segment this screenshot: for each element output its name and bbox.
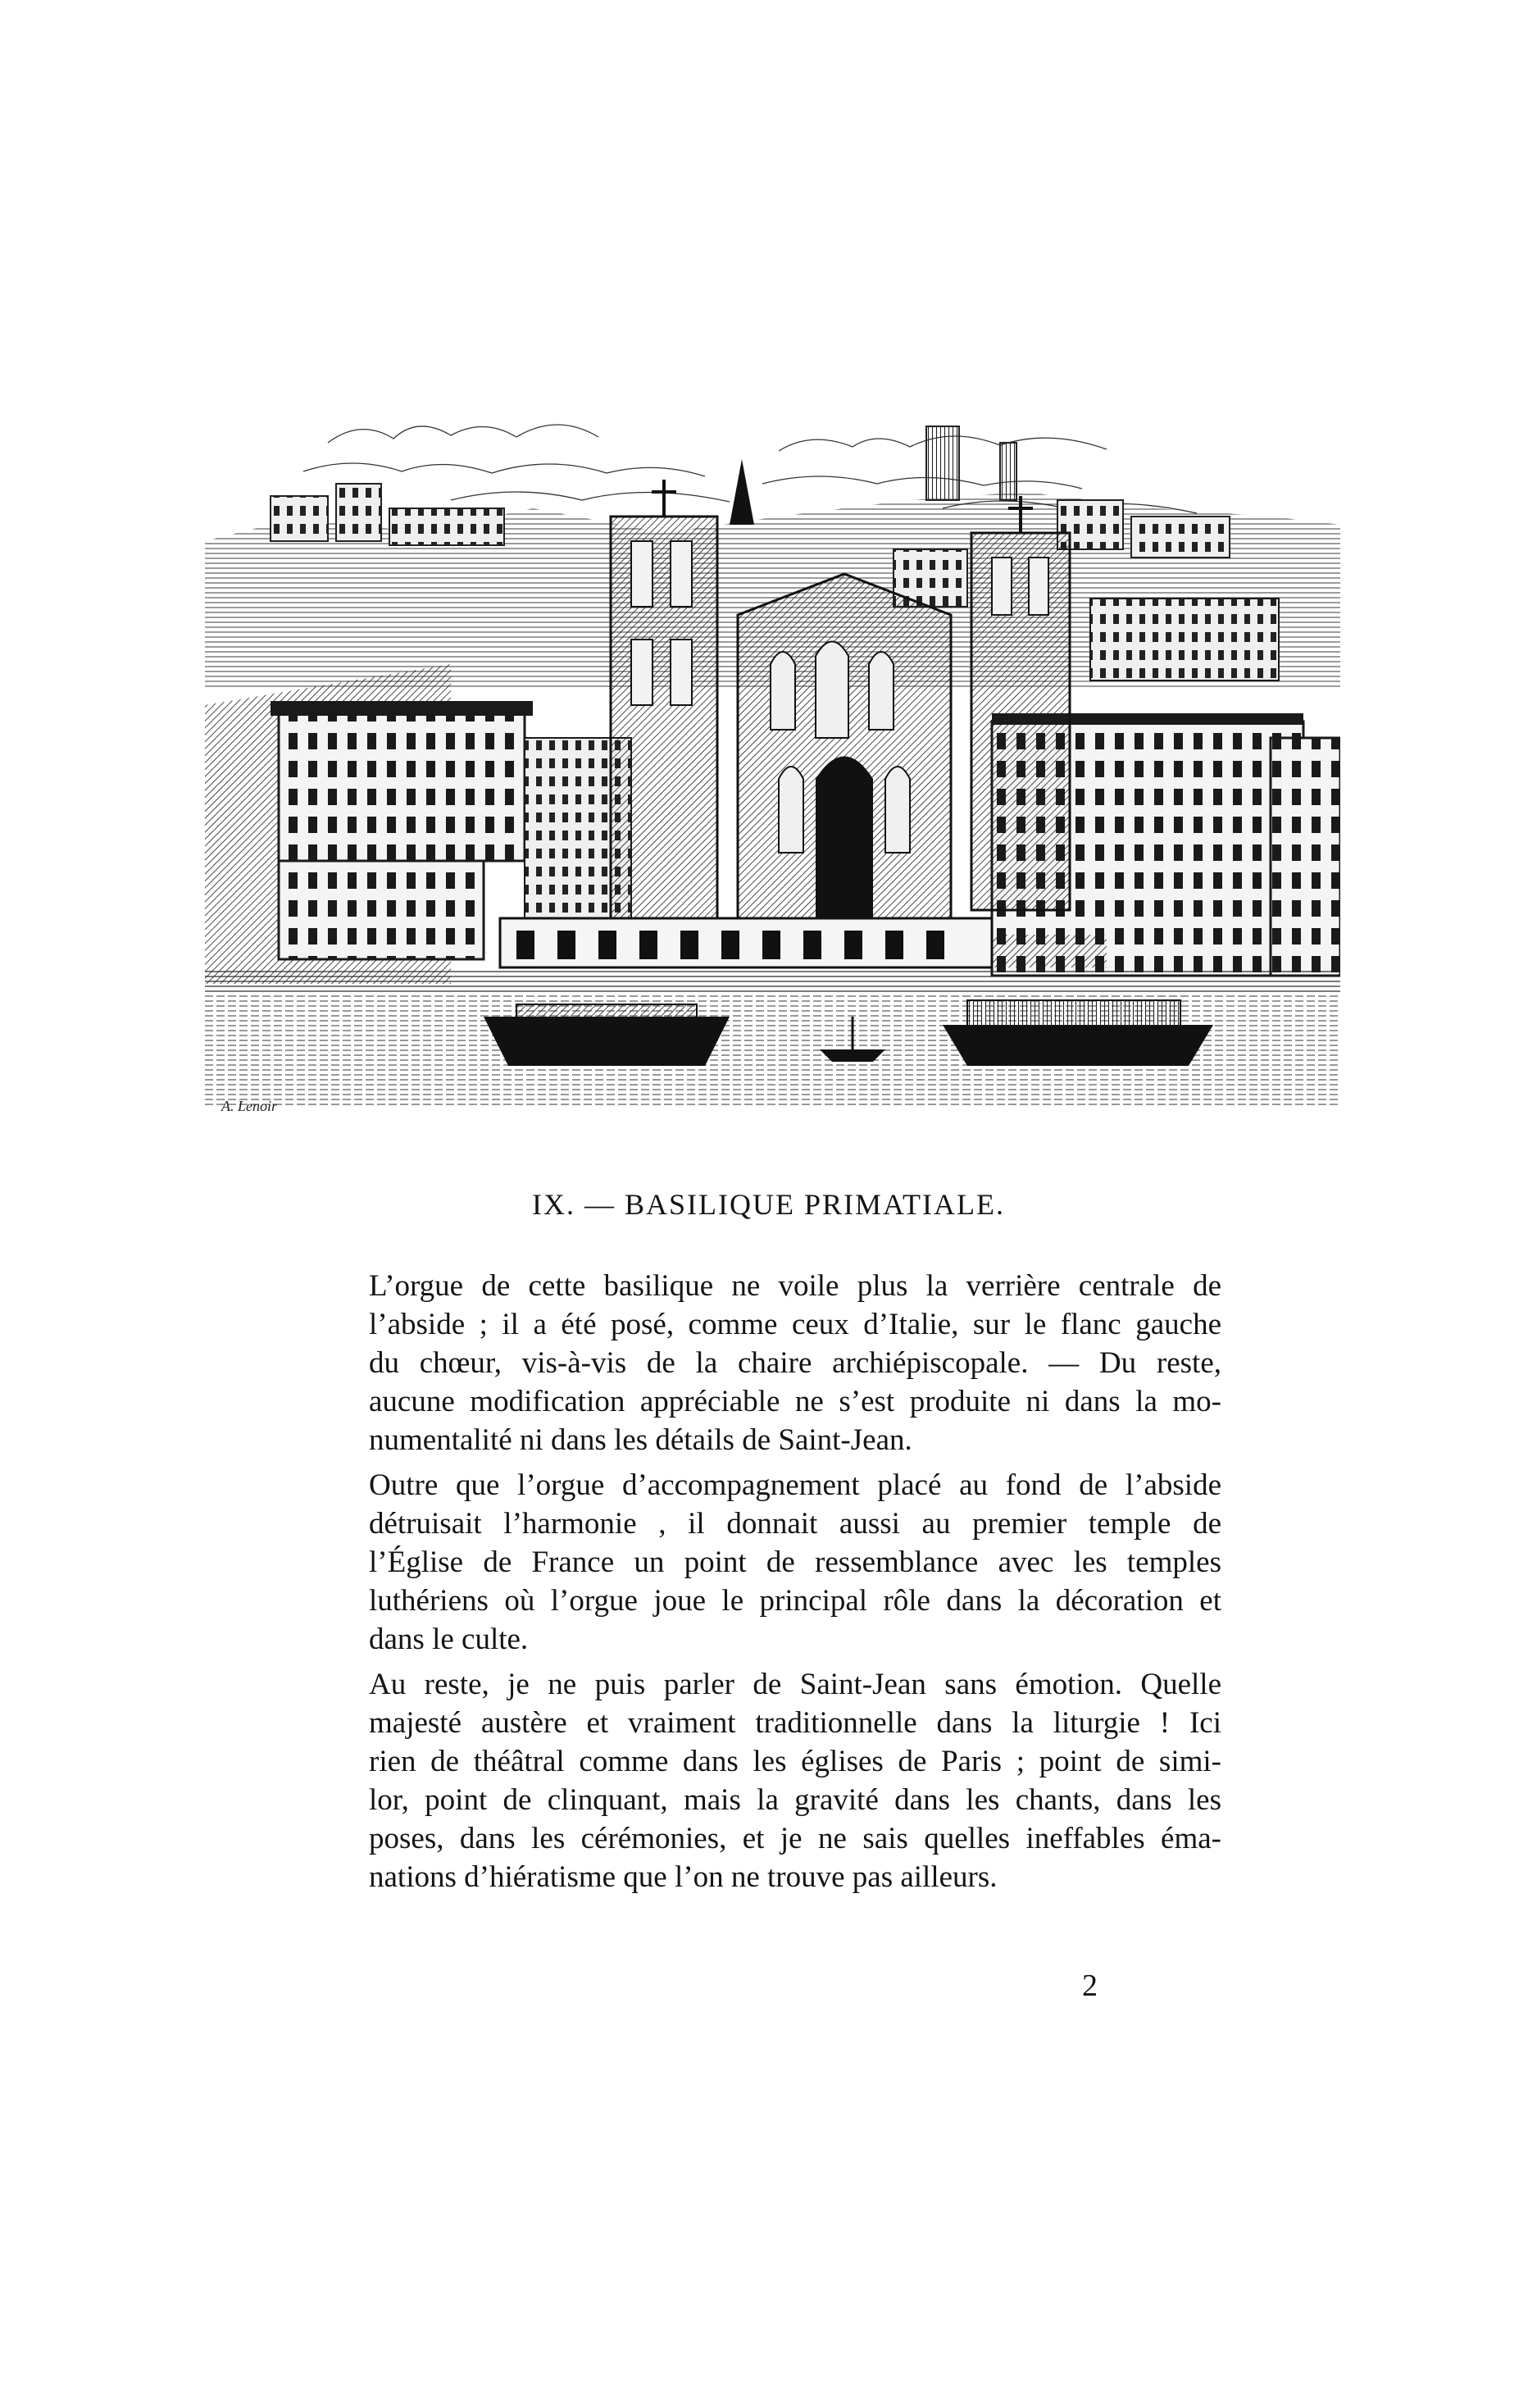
text-line: lor, point de clinquant, mais la gravité dans les chants, dans les [369, 1783, 1221, 1817]
river-and-boats [205, 992, 1340, 1107]
text-line: du chœur, vis-à-vis de la chaire archiépiscopale. — Du reste, [369, 1346, 1221, 1380]
text-line: aucune modification appréciable ne s’est produite ni dans la mo- [369, 1385, 1221, 1418]
engraver-signature: A. Lenoir [221, 1098, 278, 1114]
paragraph-3 [369, 1665, 1221, 1896]
text-line: Outre que l’orgue d’accompagnement placé au fond de l’abside [369, 1468, 1221, 1502]
text-line: l’abside ; il a été posé, comme ceux d’Italie, sur le flanc gauche [369, 1308, 1221, 1341]
text-line: Au reste, je ne puis parler de Saint-Jean sans émotion. Quelle [369, 1668, 1221, 1701]
page-number: 2 [1082, 1969, 1098, 2003]
text-line: luthériens où l’orgue joue le principal rôle dans la décoration et [369, 1584, 1221, 1618]
text-line: majesté austère et vraiment traditionnelle dans la liturgie ! Ici [369, 1706, 1221, 1740]
text-line: dans le culte. [369, 1623, 529, 1656]
text-line: L’orgue de cette basilique ne voile plus la verrière centrale de [369, 1269, 1221, 1303]
text-line: numentalité ni dans les détails de Saint-Jean. [369, 1423, 912, 1457]
cathedral-engraving [205, 394, 1340, 1115]
text-line: l’Église de France un point de ressemblance avec les temples [369, 1545, 1221, 1579]
paragraph-1 [369, 1267, 1221, 1459]
section-heading: IX. — BASILIQUE PRIMATIALE. [532, 1188, 1005, 1221]
engraving-illustration [205, 394, 1340, 1115]
text-line: poses, dans les cérémonies, et je ne sais quelles ineffables éma- [369, 1822, 1221, 1855]
text-line: détruisait l’harmonie , il donnait aussi au premier temple de [369, 1507, 1221, 1541]
text-line: rien de théâtral comme dans les églises de Paris ; point de simi- [369, 1745, 1221, 1778]
text-line: nations d’hiératisme que l’on ne trouve pas ailleurs. [369, 1860, 998, 1894]
paragraph-2 [369, 1466, 1221, 1659]
body-text [369, 1267, 1221, 1903]
